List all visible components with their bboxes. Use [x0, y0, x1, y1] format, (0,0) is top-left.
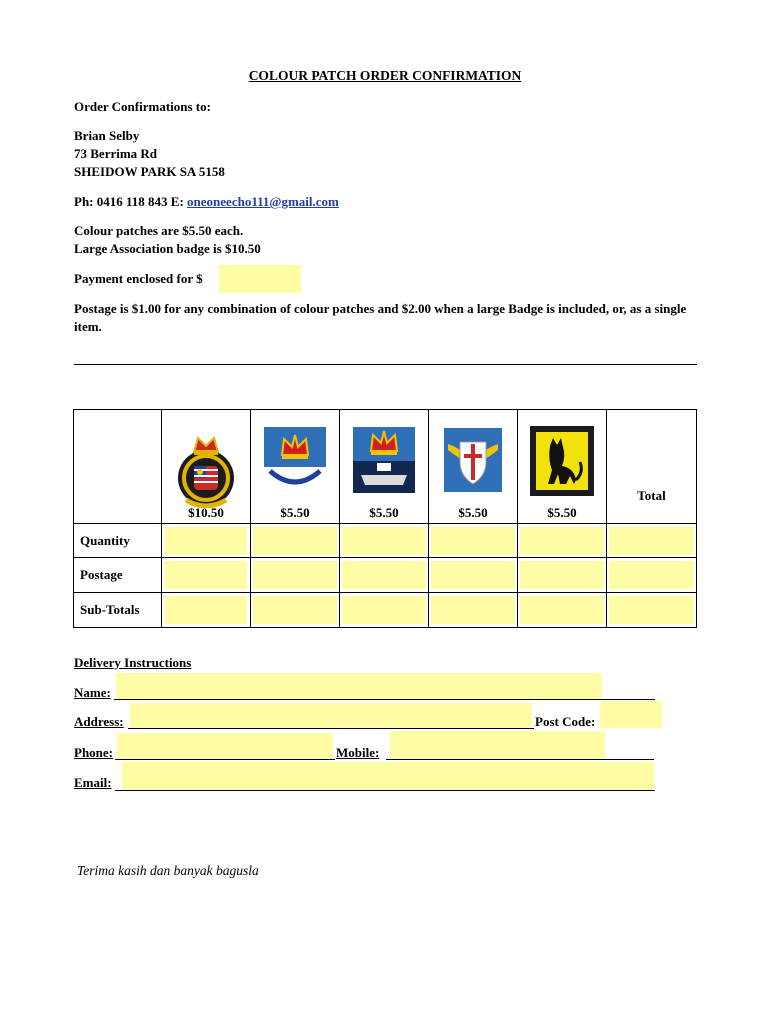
divider [74, 364, 697, 365]
mobile-field[interactable] [390, 731, 605, 759]
quantity-cell[interactable] [429, 524, 518, 558]
patch-price: $5.50 [547, 505, 577, 520]
email-underline [115, 790, 655, 791]
postage-total-cell[interactable] [607, 558, 697, 593]
patch-column-winged-sword [429, 410, 518, 524]
mobile-label: Mobile: [336, 745, 380, 760]
postage-cell[interactable] [162, 558, 251, 593]
patch-price: $5.50 [280, 505, 310, 520]
subtotal-cell[interactable] [340, 593, 429, 628]
postage-cell[interactable] [340, 558, 429, 593]
subtotal-cell[interactable] [429, 593, 518, 628]
patch-column-commonwealth [251, 410, 340, 524]
quantity-total-cell[interactable] [607, 524, 697, 558]
row-label-subtotals: Sub-Totals [74, 593, 162, 628]
postcode-field[interactable] [600, 701, 662, 728]
quantity-cell[interactable] [518, 524, 607, 558]
corner-cell [74, 410, 162, 524]
subtotal-cell[interactable] [162, 593, 251, 628]
patch-column-black-cat [518, 410, 607, 524]
subtotal-total-cell[interactable] [607, 593, 697, 628]
email-label: Email: [74, 775, 112, 790]
name-underline [114, 699, 655, 700]
postage-text: Postage is $1.00 for any combination of colour patches and $2.00 when a large Badge is included, or, as a single item. [74, 301, 687, 334]
address-label: Address: [74, 714, 124, 729]
subtotal-cell[interactable] [251, 593, 340, 628]
quantity-cell[interactable] [162, 524, 251, 558]
anzuk-patch-icon [353, 427, 415, 493]
delivery-heading: Delivery Instructions [74, 655, 192, 670]
phone-field[interactable] [117, 733, 333, 759]
patch-price: $5.50 [458, 505, 488, 520]
contact-line [74, 194, 339, 210]
mobile-underline [386, 759, 654, 760]
patch-price: $5.50 [369, 505, 399, 520]
postage-cell[interactable] [429, 558, 518, 593]
postcode-label: Post Code: [535, 714, 596, 729]
subtotal-cell[interactable] [518, 593, 607, 628]
phone-underline [115, 759, 335, 760]
address-field[interactable] [130, 703, 532, 728]
address-line-suburb: SHEIDOW PARK SA 5158 [74, 164, 225, 179]
address-line-name: Brian Selby [74, 128, 140, 143]
address-underline [128, 728, 534, 729]
payment-label: Payment enclosed for $ [74, 271, 203, 286]
email-field[interactable] [122, 762, 654, 790]
total-label: Total [637, 488, 666, 503]
name-field[interactable] [116, 673, 602, 699]
phone-text: Ph: 0416 118 843 E: [74, 194, 188, 209]
patch-price: $10.50 [188, 505, 224, 520]
winged-sword-patch-icon [444, 428, 502, 492]
quantity-cell[interactable] [340, 524, 429, 558]
commonwealth-patch-icon [264, 427, 326, 493]
black-cat-patch-icon [530, 426, 594, 496]
page-title: COLOUR PATCH ORDER CONFIRMATION [248, 68, 522, 83]
closing-text: Terima kasih dan banyak bagusla [77, 863, 259, 878]
address-line-street: 73 Berrima Rd [74, 146, 158, 161]
name-label: Name: [74, 685, 111, 700]
price-badge: Large Association badge is $10.50 [74, 241, 261, 256]
phone-label: Phone: [74, 745, 113, 760]
quantity-cell[interactable] [251, 524, 340, 558]
row-label-quantity: Quantity [74, 524, 162, 558]
email-link[interactable]: oneoneecho111@gmail.com [187, 194, 339, 209]
row-label-postage: Postage [74, 558, 162, 593]
patch-column-badge [162, 410, 251, 524]
patch-column-anzuk [340, 410, 429, 524]
order-table [73, 409, 697, 628]
total-column-header [607, 410, 697, 524]
payment-amount-field[interactable] [219, 265, 301, 293]
order-to-label: Order Confirmations to: [74, 99, 211, 114]
postage-cell[interactable] [251, 558, 340, 593]
association-badge-icon [174, 428, 238, 508]
price-patches: Colour patches are $5.50 each. [74, 223, 244, 238]
postage-cell[interactable] [518, 558, 607, 593]
